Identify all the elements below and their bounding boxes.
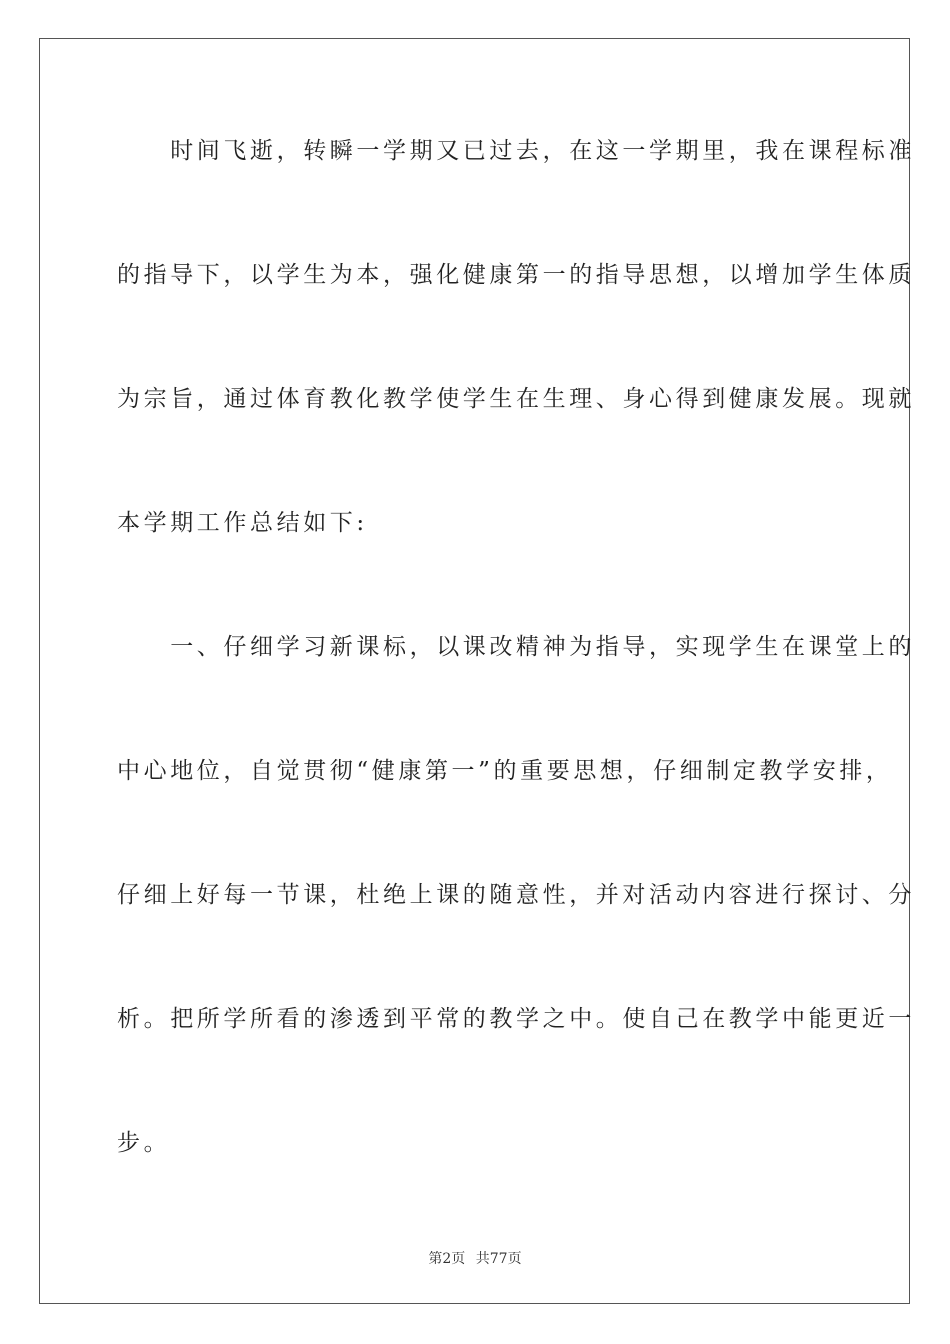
paragraph-line: 中心地位，自觉贯彻“健康第一”的重要思想，仔细制定教学安排，: [117, 758, 893, 784]
page-border: [39, 38, 915, 1304]
paragraph-line: 析。把所学所看的渗透到平常的教学之中。使自己在教学中能更近一: [117, 1006, 915, 1032]
paragraph-line: 仔细上好每一节课，杜绝上课的随意性，并对活动内容进行探讨、分: [117, 882, 915, 908]
paragraph-line: 时间飞逝，转瞬一学期又已过去，在这一学期里，我在课程标准: [117, 138, 915, 164]
page-total: 共77页: [475, 1251, 522, 1267]
page-number: 第2页: [428, 1251, 466, 1267]
paragraph-line: 步。: [117, 1130, 171, 1156]
paragraph-line: 为宗旨，通过体育教化教学使学生在生理、身心得到健康发展。现就: [117, 386, 915, 412]
paragraph-line: 的指导下，以学生为本，强化健康第一的指导思想，以增加学生体质: [117, 262, 915, 288]
page-footer: [0, 1248, 950, 1268]
paragraph-line: 本学期工作总结如下:: [117, 510, 368, 536]
paragraph-line: 一、仔细学习新课标，以课改精神为指导，实现学生在课堂上的: [117, 634, 915, 660]
